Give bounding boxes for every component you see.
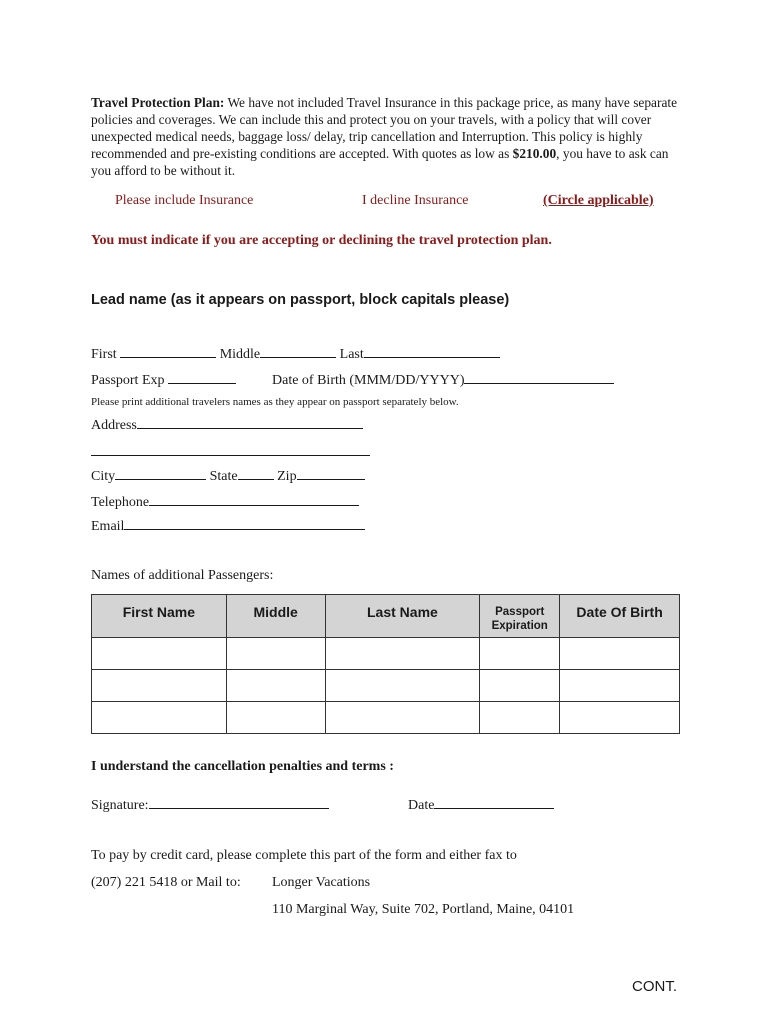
signature-label: Signature: — [91, 798, 149, 813]
telephone-row — [91, 491, 359, 511]
table-row — [92, 638, 680, 670]
date-row — [408, 794, 554, 814]
continued-marker: CONT. — [632, 978, 677, 995]
cancellation-terms-statement: I understand the cancellation penalties and terms : — [91, 759, 394, 774]
table-cell[interactable] — [325, 670, 480, 702]
date-label: Date — [408, 798, 435, 813]
email-row — [91, 515, 365, 535]
table-cell[interactable] — [92, 638, 227, 670]
table-cell[interactable] — [92, 702, 227, 734]
passport-dob-row — [91, 369, 236, 389]
email-label: Email — [91, 519, 125, 534]
city-label: City — [91, 469, 116, 484]
dob-group — [272, 369, 614, 389]
include-insurance-option[interactable]: Please include Insurance — [115, 193, 254, 208]
first-name-field[interactable] — [120, 343, 216, 358]
lead-name-heading: Lead name (as it appears on passport, block capitals please) — [91, 292, 510, 308]
address-field-line-2[interactable] — [91, 441, 370, 456]
travel-protection-text-end: , you have to ask can you afford to be without it. — [91, 146, 669, 178]
company-address: 110 Marginal Way, Suite 702, Portland, Maine, 04101 — [272, 902, 575, 917]
table-cell[interactable] — [480, 702, 560, 734]
table-cell[interactable] — [325, 638, 480, 670]
zip-field[interactable] — [297, 465, 365, 480]
address-row — [91, 414, 363, 434]
last-name-field[interactable] — [364, 343, 500, 358]
fax-mail-label: (207) 221 5418 or Mail to: — [91, 875, 241, 890]
payment-instructions: To pay by credit card, please complete this part of the form and either fax to — [91, 848, 517, 863]
additional-travelers-note: Please print additional travelers names as they appear on passport separately below. — [91, 396, 459, 408]
lead-name-row — [91, 343, 500, 363]
travel-protection-label: Travel Protection Plan: — [91, 95, 225, 110]
table-cell[interactable] — [560, 702, 680, 734]
table-cell[interactable] — [560, 670, 680, 702]
date-field[interactable] — [434, 794, 554, 809]
telephone-field[interactable] — [149, 491, 359, 506]
company-name: Longer Vacations — [272, 875, 371, 890]
table-cell[interactable] — [226, 638, 325, 670]
table-cell[interactable] — [226, 670, 325, 702]
state-field[interactable] — [238, 465, 274, 480]
decline-insurance-option[interactable]: I decline Insurance — [362, 193, 469, 208]
table-header-row — [92, 595, 680, 638]
column-header-middle: Middle — [226, 595, 325, 638]
table-cell[interactable] — [480, 670, 560, 702]
middle-name-label: Middle — [219, 347, 261, 362]
column-header-first-name: First Name — [92, 595, 227, 638]
state-label: State — [209, 469, 238, 484]
first-name-label: First — [91, 347, 117, 362]
table-cell[interactable] — [480, 638, 560, 670]
passport-exp-field[interactable] — [168, 369, 236, 384]
additional-passengers-label: Names of additional Passengers: — [91, 568, 274, 583]
travel-protection-text: We have not included Travel Insurance in this package price, as many have separate policies and coverages. We can include this and protect you on your travels, with a policy that will cover unexpected medical needs, baggage loss/ delay, trip cancellation and Interruption. This policy is highly recommended and pre-existing conditions are accepted. With quotes as low as — [91, 95, 678, 161]
zip-label: Zip — [277, 469, 297, 484]
email-field[interactable] — [124, 515, 365, 530]
dob-field[interactable] — [464, 369, 614, 384]
additional-passengers-table — [91, 594, 680, 734]
table-cell[interactable] — [560, 638, 680, 670]
city-field[interactable] — [115, 465, 206, 480]
dob-label: Date of Birth (MMM/DD/YYYY) — [272, 373, 465, 388]
last-name-label: Last — [339, 347, 364, 362]
circle-applicable-note: (Circle applicable) — [543, 193, 654, 208]
table-cell[interactable] — [226, 702, 325, 734]
address-field[interactable] — [137, 414, 363, 429]
column-header-last-name: Last Name — [325, 595, 480, 638]
travel-protection-paragraph — [91, 94, 691, 179]
table-row — [92, 670, 680, 702]
signature-field[interactable] — [149, 794, 329, 809]
address-label: Address — [91, 418, 137, 433]
middle-name-field[interactable] — [260, 343, 336, 358]
telephone-label: Telephone — [91, 495, 150, 510]
table-cell[interactable] — [92, 670, 227, 702]
passport-exp-label: Passport Exp — [91, 373, 165, 388]
table-row — [92, 702, 680, 734]
column-header-passport-expiration: Passport Expiration — [480, 595, 560, 638]
signature-row — [91, 794, 329, 814]
must-indicate-warning: You must indicate if you are accepting or declining the travel protection plan. — [91, 233, 552, 248]
column-header-date-of-birth: Date Of Birth — [560, 595, 680, 638]
table-cell[interactable] — [325, 702, 480, 734]
city-state-zip-row — [91, 465, 365, 485]
insurance-price: $210.00 — [512, 146, 557, 161]
